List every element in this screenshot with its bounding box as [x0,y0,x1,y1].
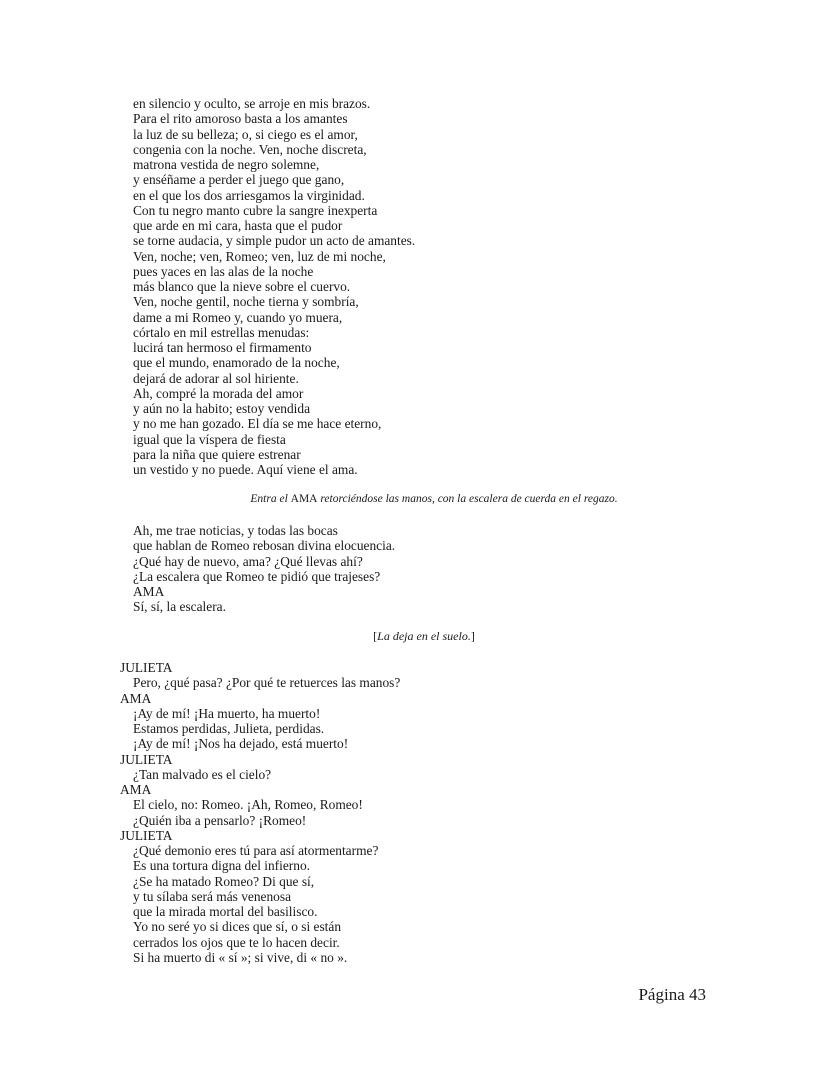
speech-line: ¡Ay de mí! ¡Nos ha dejado, está muerto! [133,736,349,752]
verse-block-2 [133,523,395,615]
verse-line: y no me han gozado. El día se me hace eterno, [133,416,382,432]
verse-line: Ven, noche; ven, Romeo; ven, luz de mi noche, [133,248,386,264]
verse-line: que el mundo, enamorado de la noche, [133,355,340,371]
speech-line: ¿Se ha matado Romeo? Di que sí, [133,873,315,889]
verse-line: dame a mi Romeo y, cuando yo muera, [133,309,343,325]
verse-line: lucirá tan hermoso el firmamento [133,340,312,355]
bracket-open: [ [373,629,378,643]
verse-line: Con tu negro manto cubre la sangre inexperta [133,202,378,218]
verse-line: Ah, me trae noticias, y todas las bocas [133,523,338,538]
speech-line: Si ha muerto di « sí »; si vive, di « no ». [133,949,348,965]
speech-line: Pero, ¿qué pasa? ¿Por qué te retuerces las manos? [133,675,401,691]
stage-direction-text: La deja en el suelo. [377,629,471,643]
verse-line: dejará de adorar al sol hiriente. [133,370,299,386]
verse-line: Sí, sí, la escalera. [133,599,226,615]
speech-line: Yo no seré yo si dices que sí, o si están [133,919,342,935]
stage-direction-text: retorciéndose las manos, con la escalera de cuerda en el regazo. [317,493,618,505]
speech-line: Es una tortura digna del infierno. [133,858,311,874]
speech-line: y tu sílaba será más venenosa [133,888,292,904]
verse-line: congenia con la noche. Ven, noche discreta, [133,141,367,157]
dialogue-block [120,660,400,965]
verse-line: ¿Qué hay de nuevo, ama? ¿Qué llevas ahí? [133,553,363,569]
speaker-name: JULIETA [120,660,173,675]
verse-block-1 [133,96,415,477]
verse-line: en silencio y oculto, se arroje en mis brazos. [133,96,371,111]
verse-line: córtalo en mil estrellas menudas: [133,324,310,340]
page-number: Página 43 [638,985,706,1004]
verse-line: matrona vestida de negro solemne, [133,157,320,172]
verse-line: la luz de su belleza; o, si ciego es el amor, [133,126,358,142]
verse-line: en el que los dos arriesgamos la virginidad. [133,187,365,203]
stage-direction-character: AMA [290,493,318,505]
speech-line: Estamos perdidas, Julieta, perdidas. [133,721,325,736]
verse-line: Para el rito amoroso basta a los amantes [133,111,348,127]
speech-line: ¡Ay de mí! ¡Ha muerto, ha muerto! [133,705,321,721]
verse-line: pues yaces en las alas de la noche [133,263,314,279]
verse-line: un vestido y no puede. Aquí viene el ama. [133,462,358,477]
verse-line: más blanco que la nieve sobre el cuervo. [133,279,351,294]
speaker-name: JULIETA [120,827,173,843]
verse-line: y enséñame a perder el juego que gano, [133,172,345,188]
verse-line: AMA [133,584,165,599]
verse-line: igual que la víspera de fiesta [133,431,286,447]
speech-line: ¿Tan malvado es el cielo? [133,766,272,782]
speech-line: ¿Quién iba a pensarlo? ¡Romeo! [133,812,307,828]
speech-line: ¿Qué demonio eres tú para así atormentarme? [133,843,379,858]
verse-line: ¿La escalera que Romeo te pidió que trajeses? [133,568,381,584]
verse-line: para la niña que quiere estrenar [133,446,301,462]
speech-line: El cielo, no: Romeo. ¡Ah, Romeo, Romeo! [133,797,363,813]
bracket-close: ] [470,629,475,643]
speech-line: que la mirada mortal del basilisco. [133,904,318,919]
verse-line: y aún no la habito; estoy vendida [133,401,311,416]
speaker-name: AMA [120,782,152,797]
speaker-name: AMA [120,690,152,706]
stage-direction-enter-ama [0,493,828,505]
speaker-name: JULIETA [120,751,173,767]
verse-line: que hablan de Romeo rebosan divina elocuencia. [133,538,396,554]
verse-line: Ven, noche gentil, noche tierna y sombría, [133,294,359,310]
stage-direction-drops-ladder [0,629,828,644]
verse-line: que arde en mi cara, hasta que el pudor [133,218,343,233]
verse-line: Ah, compré la morada del amor [133,385,304,401]
verse-line: se torne audacia, y simple pudor un acto de amantes. [133,233,416,249]
stage-direction-text: Entra el [250,493,291,505]
speech-line: cerrados los ojos que te lo hacen decir. [133,934,340,950]
